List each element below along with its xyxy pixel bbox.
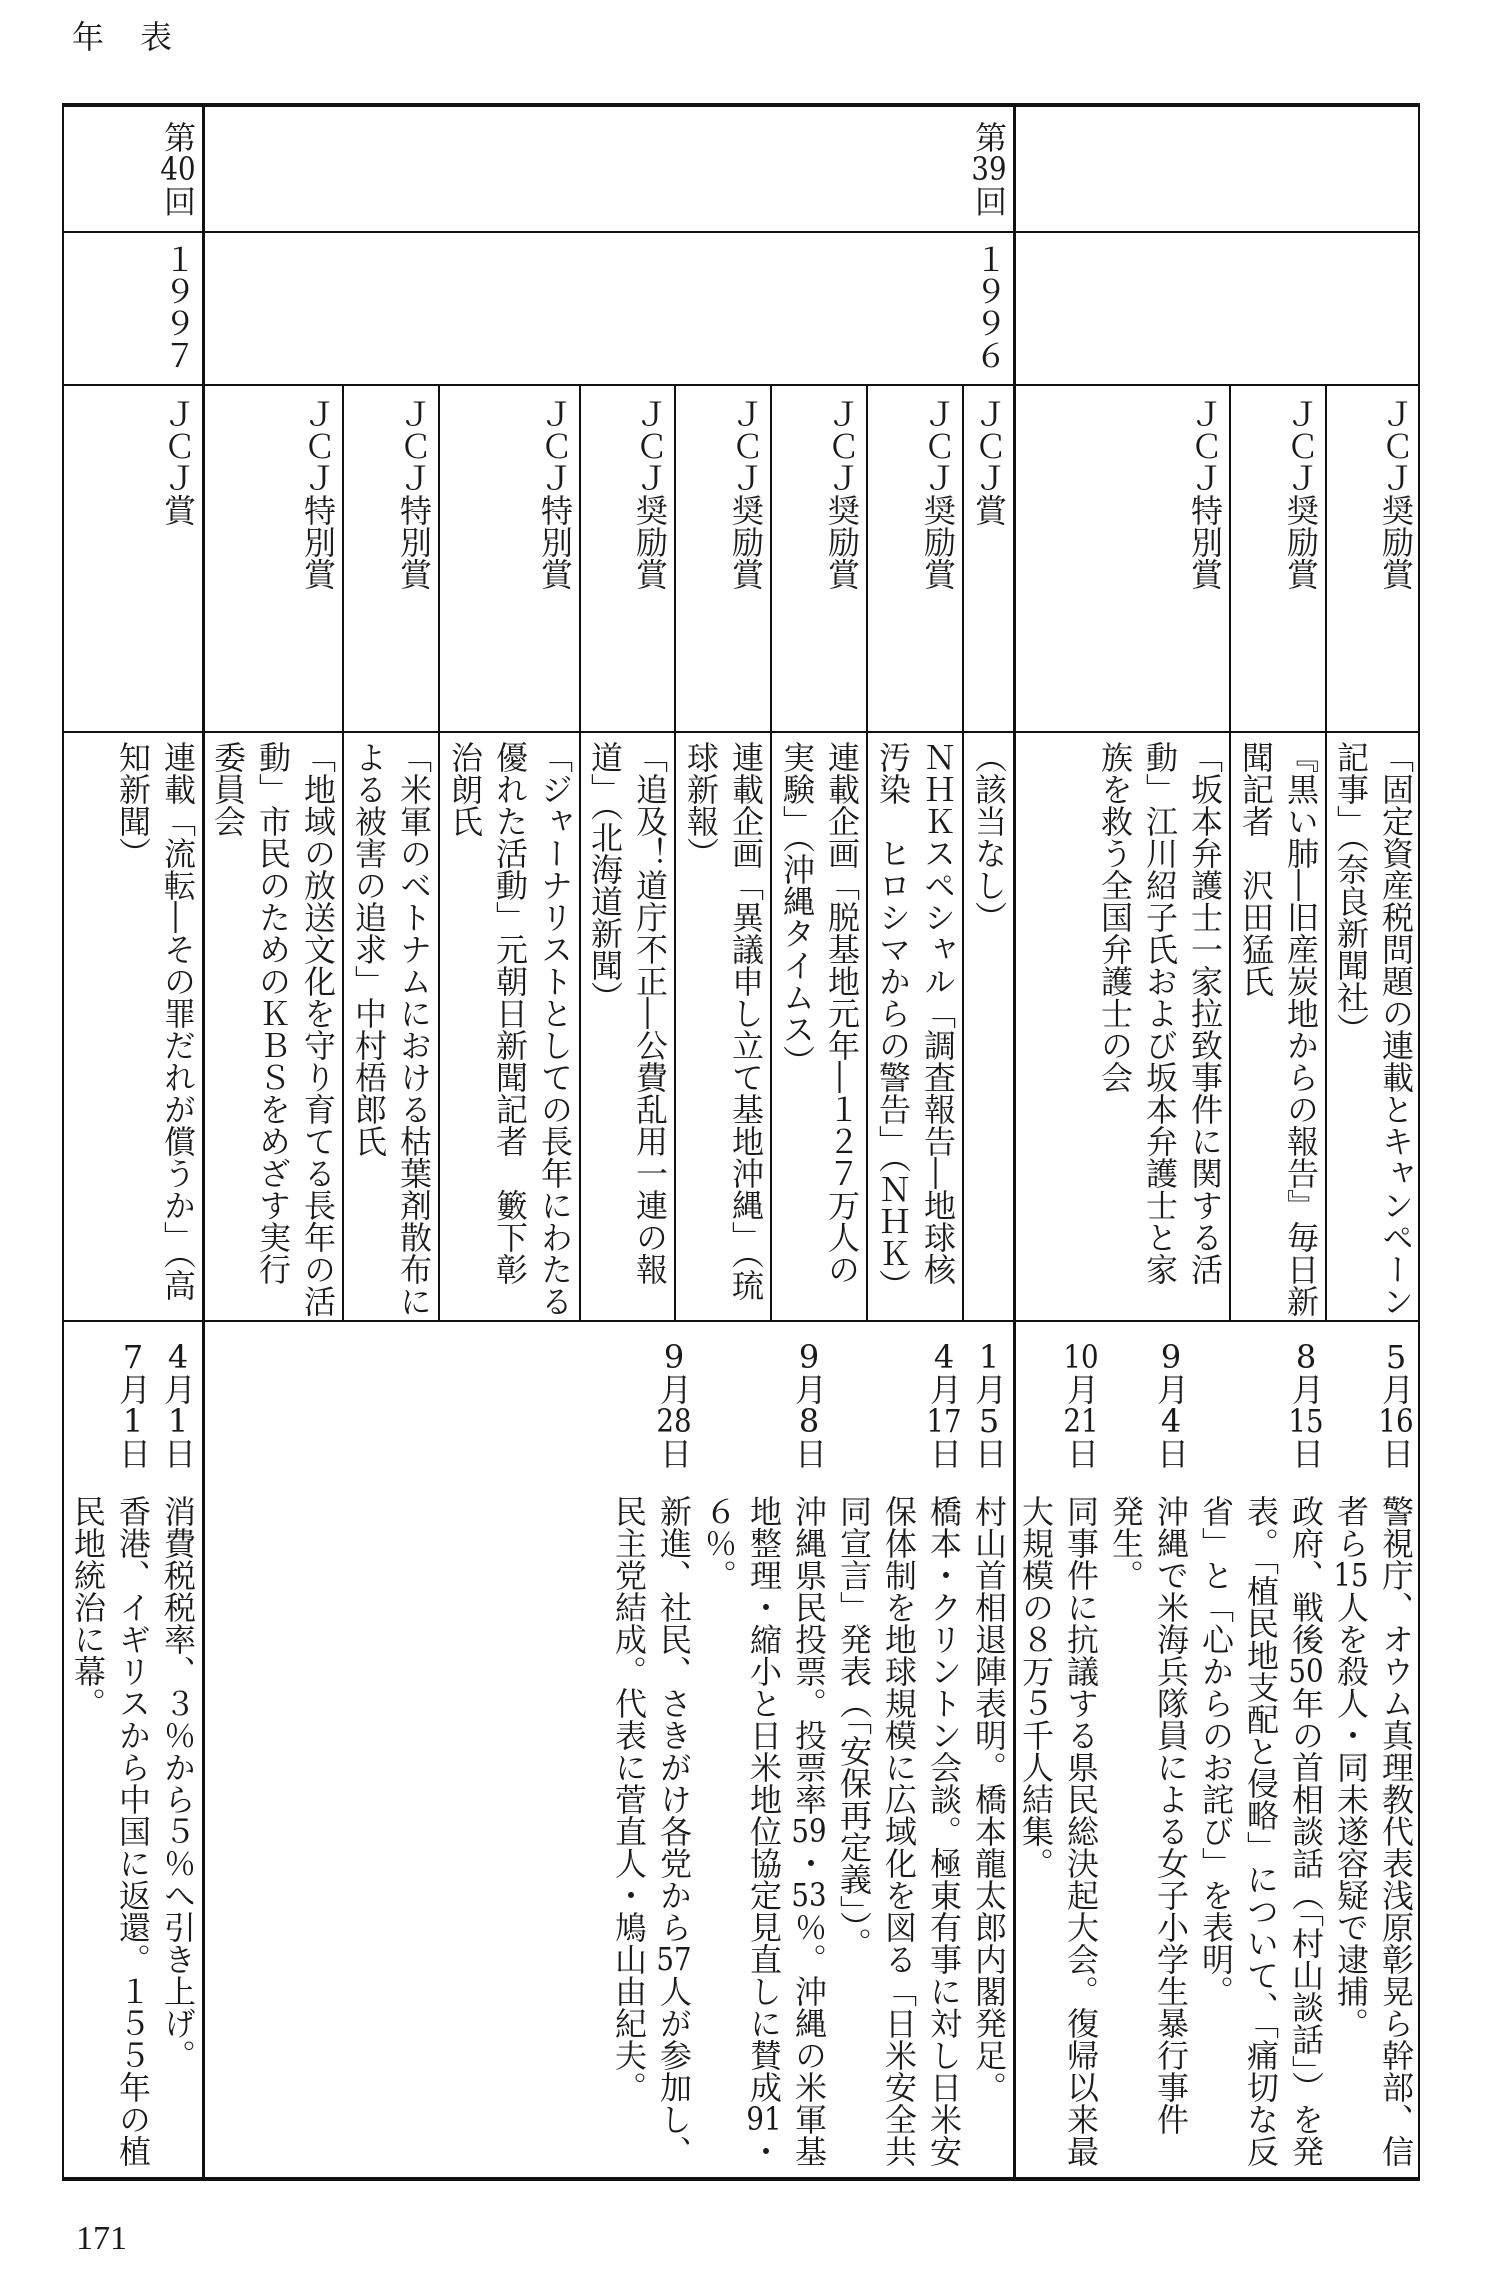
award-entry bbox=[962, 386, 1013, 1320]
event-item bbox=[1013, 1341, 1103, 2177]
tate-chu-yoko-number: 57 bbox=[656, 1943, 692, 1975]
tate-chu-yoko-number: 5 bbox=[978, 1405, 1000, 1437]
events-list bbox=[62, 1322, 202, 2177]
text-line: ＪＣＪ奨励賞 bbox=[727, 398, 765, 590]
tate-chu-yoko-number: 9 bbox=[798, 1341, 820, 1373]
text-line: 大規模の８万５千人結集。 bbox=[1017, 1495, 1055, 1879]
text-line: 5月16日 bbox=[1377, 1341, 1415, 1469]
event-description bbox=[831, 1495, 966, 2177]
text-line: ＪＣＪ奨励賞 bbox=[1282, 398, 1320, 590]
event-description bbox=[1013, 1495, 1103, 2177]
page-title: 年 表 bbox=[72, 18, 175, 56]
tate-chu-yoko-number: 53 bbox=[791, 1879, 827, 1911]
award-recipient bbox=[440, 733, 579, 1320]
tate-chu-yoko-number: 8 bbox=[1295, 1341, 1317, 1373]
text-line: ＪＣＪ特別賞 bbox=[536, 398, 574, 590]
round-cell bbox=[1016, 103, 1420, 233]
tate-chu-yoko-number: 9 bbox=[1160, 1341, 1182, 1373]
text-line: 治朗氏 bbox=[446, 741, 484, 837]
event-description bbox=[155, 1495, 200, 2177]
award-entry bbox=[1325, 386, 1420, 1320]
event-description bbox=[606, 1495, 696, 2177]
event-description bbox=[966, 1495, 1011, 2177]
section-1996 bbox=[202, 103, 1013, 2181]
award-type bbox=[581, 386, 674, 733]
text-line: 優れた活動」元朝日新聞記者 籔下彰 bbox=[491, 741, 529, 1285]
tate-chu-yoko-number: 15 bbox=[1333, 1559, 1369, 1591]
round-cell bbox=[205, 103, 1013, 233]
text-line: 「追及！道庁不正―公費乱用一連の報 bbox=[631, 741, 669, 1285]
tate-chu-yoko-number: 59 bbox=[791, 1815, 827, 1847]
event-description bbox=[1328, 1495, 1418, 2177]
text-line: 知新聞） bbox=[114, 741, 152, 869]
text-line: 動」市民のためのＫＢＳをめざす実行 bbox=[254, 741, 292, 1285]
text-line: ＪＣＪ特別賞 bbox=[1186, 398, 1224, 590]
award-entry bbox=[342, 386, 438, 1320]
text-line: 動」江川紹子氏および坂本弁護士と家 bbox=[1141, 741, 1179, 1285]
award-recipient bbox=[964, 733, 1013, 1320]
year-cell bbox=[1016, 233, 1420, 386]
text-line: 10月21日 bbox=[1062, 1341, 1100, 1469]
text-line: 記事」（奈良新聞社） bbox=[1332, 741, 1370, 1045]
event-item bbox=[1103, 1341, 1193, 2177]
award-recipient bbox=[868, 733, 962, 1320]
text-line: ＪＣＪ奨励賞 bbox=[823, 398, 861, 590]
award-entry bbox=[674, 386, 770, 1320]
award-type bbox=[1016, 386, 1229, 733]
tate-chu-yoko-number: 9 bbox=[663, 1341, 685, 1373]
tate-chu-yoko-number: 8 bbox=[798, 1405, 820, 1437]
award-recipient bbox=[676, 733, 770, 1320]
text-line: ＪＣＪ特別賞 bbox=[395, 398, 433, 590]
event-item bbox=[65, 1341, 155, 2177]
text-line: 新進、社民、さきがけ各党から57人が参加し、 bbox=[655, 1495, 693, 2167]
text-line: 連載「流転―その罪だれが償うか」（高 bbox=[159, 741, 197, 1301]
tate-chu-yoko-number: 7 bbox=[122, 1341, 144, 1373]
award-type bbox=[205, 386, 342, 733]
event-item bbox=[696, 1341, 831, 2177]
event-item bbox=[1193, 1341, 1328, 2177]
text-line: 実験」（沖縄タイムス） bbox=[778, 741, 816, 1077]
text-line: 同宣言」発表（「安保再定義」）。 bbox=[835, 1495, 873, 1959]
text-line: よる被害の追求」中村梧郎氏 bbox=[350, 741, 388, 1157]
text-line: ＪＣＪ奨励賞 bbox=[631, 398, 669, 590]
event-description bbox=[1103, 1495, 1193, 2177]
text-line: ６％。 bbox=[700, 1495, 738, 1591]
tate-chu-yoko-number: 15 bbox=[1288, 1405, 1324, 1437]
text-line: 9月28日 bbox=[655, 1341, 693, 1469]
award-entry bbox=[866, 386, 962, 1320]
tate-chu-yoko-number: 39 bbox=[971, 153, 1007, 185]
text-line: 「坂本弁護士一家拉致事件に関する活 bbox=[1186, 741, 1224, 1285]
text-line: １９９７ bbox=[159, 243, 197, 371]
text-line: 1月5日 bbox=[970, 1341, 1008, 1469]
event-date bbox=[921, 1341, 966, 1495]
award-entries bbox=[62, 386, 202, 1322]
award-type bbox=[62, 386, 202, 733]
chronology-table bbox=[62, 103, 1420, 2181]
text-line: 第39回 bbox=[970, 121, 1008, 217]
tate-chu-yoko-number: 4 bbox=[1160, 1405, 1182, 1437]
text-line: 連載企画「異議申し立て基地沖縄」（琉 bbox=[727, 741, 765, 1301]
award-type bbox=[676, 386, 770, 733]
text-line: 者ら15人を殺人・同未遂容疑で逮捕。 bbox=[1332, 1495, 1370, 2039]
text-line: ＪＣＪ特別賞 bbox=[299, 398, 337, 590]
text-line: 警視庁、オウム真理教代表浅原彰晃ら幹部、信 bbox=[1377, 1495, 1415, 2167]
tate-chu-yoko-number: 50 bbox=[1288, 1655, 1324, 1687]
event-date bbox=[1058, 1341, 1103, 1495]
award-type bbox=[1231, 386, 1325, 733]
tate-chu-yoko-number: 10 bbox=[1063, 1341, 1099, 1373]
event-item bbox=[1328, 1341, 1418, 2177]
event-item bbox=[831, 1341, 966, 2177]
tate-chu-yoko-number: 91 bbox=[746, 2103, 782, 2135]
award-recipient bbox=[1231, 733, 1325, 1320]
award-recipient bbox=[344, 733, 438, 1320]
text-line: 「固定資産税問題の連載とキャンペーン bbox=[1377, 741, 1415, 1317]
page-number: 171 bbox=[76, 2220, 127, 2257]
award-recipient bbox=[772, 733, 866, 1320]
round-cell bbox=[62, 103, 202, 233]
text-line: 政府、戦後50年の首相談話（「村山談話」）を発 bbox=[1287, 1495, 1325, 2167]
text-line: 「米軍のベトナムにおける枯葉剤散布に bbox=[395, 741, 433, 1317]
award-type bbox=[772, 386, 866, 733]
award-type bbox=[1327, 386, 1420, 733]
text-line: 表。「植民地支配と侵略」について、「痛切な反 bbox=[1242, 1495, 1280, 2167]
event-item bbox=[606, 1341, 696, 2177]
events-list bbox=[205, 1322, 1013, 2177]
award-type bbox=[344, 386, 438, 733]
text-line: 球新報） bbox=[682, 741, 720, 869]
text-line: 第40回 bbox=[159, 121, 197, 217]
award-entry bbox=[770, 386, 866, 1320]
tate-chu-yoko-number: 1 bbox=[167, 1405, 189, 1437]
section-1997 bbox=[62, 103, 202, 2181]
text-line: 同事件に抗議する県民総決起大会。復帰以来最 bbox=[1062, 1495, 1100, 2167]
tate-chu-yoko-number: 5 bbox=[1385, 1341, 1407, 1373]
text-line: １９９６ bbox=[970, 243, 1008, 371]
event-description bbox=[65, 1495, 155, 2177]
award-type bbox=[440, 386, 579, 733]
text-line: ＪＣＪ奨励賞 bbox=[919, 398, 957, 590]
text-line: 道」（北海道新聞） bbox=[586, 741, 624, 1013]
event-date bbox=[1148, 1341, 1193, 1495]
text-line: 沖縄で米海兵隊員による女子小学生暴行事件 bbox=[1152, 1495, 1190, 2135]
event-description bbox=[696, 1495, 831, 2177]
tate-chu-yoko-number: 4 bbox=[167, 1341, 189, 1373]
award-entry bbox=[1016, 386, 1229, 1320]
text-line: 地整理・縮小と日米地位協定見直しに賛成91・ bbox=[745, 1495, 783, 2167]
events-list bbox=[1016, 1322, 1420, 2177]
text-line: 保体制を地球規模に広域化を図る「日米安全共 bbox=[880, 1495, 918, 2167]
text-line: 「地域の放送文化を守り育てる長年の活 bbox=[299, 741, 337, 1317]
award-entry bbox=[1229, 386, 1325, 1320]
text-line: 民地統治に幕。 bbox=[69, 1495, 107, 1719]
award-entries bbox=[205, 386, 1013, 1322]
text-line: 『黒い肺―旧産炭地からの報告』毎日新 bbox=[1282, 741, 1320, 1317]
text-line: 9月4日 bbox=[1152, 1341, 1190, 1469]
event-item bbox=[155, 1341, 200, 2177]
text-line: ＮＨＫスペシャル「調査報告―地球核 bbox=[919, 741, 957, 1285]
text-line: 省」と「心からのお詫び」を表明。 bbox=[1197, 1495, 1235, 2007]
event-date bbox=[1373, 1341, 1418, 1495]
award-recipient bbox=[581, 733, 674, 1320]
text-line: 民主党結成。代表に菅直人・鳩山由紀夫。 bbox=[610, 1495, 648, 2103]
award-type bbox=[868, 386, 962, 733]
text-line: 9月8日 bbox=[790, 1341, 828, 1469]
text-line: 8月15日 bbox=[1287, 1341, 1325, 1469]
award-entry bbox=[62, 386, 202, 1320]
award-recipient bbox=[62, 733, 202, 1320]
text-line: 4月1日 bbox=[159, 1341, 197, 1469]
text-line: 連載企画「脱基地元年―１２７万人の bbox=[823, 741, 861, 1285]
text-line: ＪＣＪ賞 bbox=[159, 398, 197, 526]
award-recipient bbox=[1327, 733, 1420, 1320]
tate-chu-yoko-number: 21 bbox=[1063, 1405, 1099, 1437]
text-line: 発生。 bbox=[1107, 1495, 1145, 1591]
event-date bbox=[110, 1341, 155, 1495]
text-line: 「ジャーナリストとしての長年にわたる bbox=[536, 741, 574, 1317]
award-entry bbox=[579, 386, 674, 1320]
award-recipient bbox=[205, 733, 342, 1320]
tate-chu-yoko-number: 1 bbox=[122, 1405, 144, 1437]
event-item bbox=[966, 1341, 1011, 2177]
tate-chu-yoko-number: 28 bbox=[656, 1405, 692, 1437]
text-line: ＪＣＪ奨励賞 bbox=[1377, 398, 1415, 590]
text-line: 4月17日 bbox=[925, 1341, 963, 1469]
text-line: 委員会 bbox=[209, 741, 247, 837]
tate-chu-yoko-number: 4 bbox=[933, 1341, 955, 1373]
text-line: 7月1日 bbox=[114, 1341, 152, 1469]
text-line: 族を救う全国弁護士の会 bbox=[1096, 741, 1134, 1093]
text-line: 汚染 ヒロシマからの警告」（ＮＨＫ） bbox=[874, 741, 912, 1301]
event-date bbox=[966, 1341, 1011, 1495]
year-cell bbox=[205, 233, 1013, 386]
text-line: 村山首相退陣表明。橋本龍太郎内閣発足。 bbox=[970, 1495, 1008, 2103]
text-line: 香港、イギリスから中国に返還。１５５年の植 bbox=[114, 1495, 152, 2167]
award-entry bbox=[205, 386, 342, 1320]
section-previous-year bbox=[1013, 103, 1420, 2181]
event-date bbox=[786, 1341, 831, 1495]
award-recipient bbox=[1016, 733, 1229, 1320]
event-date bbox=[1283, 1341, 1328, 1495]
text-line: ＪＣＪ賞 bbox=[970, 398, 1008, 526]
event-description bbox=[1193, 1495, 1328, 2177]
event-date bbox=[651, 1341, 696, 1495]
award-entries bbox=[1016, 386, 1420, 1322]
award-entry bbox=[438, 386, 579, 1320]
tate-chu-yoko-number: 17 bbox=[926, 1405, 962, 1437]
text-line: 消費税税率、３％から５％へ引き上げ。 bbox=[159, 1495, 197, 2071]
award-type bbox=[964, 386, 1013, 733]
text-line: （該当なし） bbox=[970, 741, 1008, 933]
year-cell bbox=[62, 233, 202, 386]
text-line: 橋本・クリントン会談。極東有事に対し日米安 bbox=[925, 1495, 963, 2167]
text-line: 聞記者 沢田猛氏 bbox=[1237, 741, 1275, 997]
tate-chu-yoko-number: 1 bbox=[978, 1341, 1000, 1373]
tate-chu-yoko-number: 16 bbox=[1378, 1405, 1414, 1437]
text-line: 沖縄県民投票。投票率59・53％。沖縄の米軍基 bbox=[790, 1495, 828, 2167]
tate-chu-yoko-number: 40 bbox=[160, 153, 196, 185]
event-date bbox=[155, 1341, 200, 1495]
